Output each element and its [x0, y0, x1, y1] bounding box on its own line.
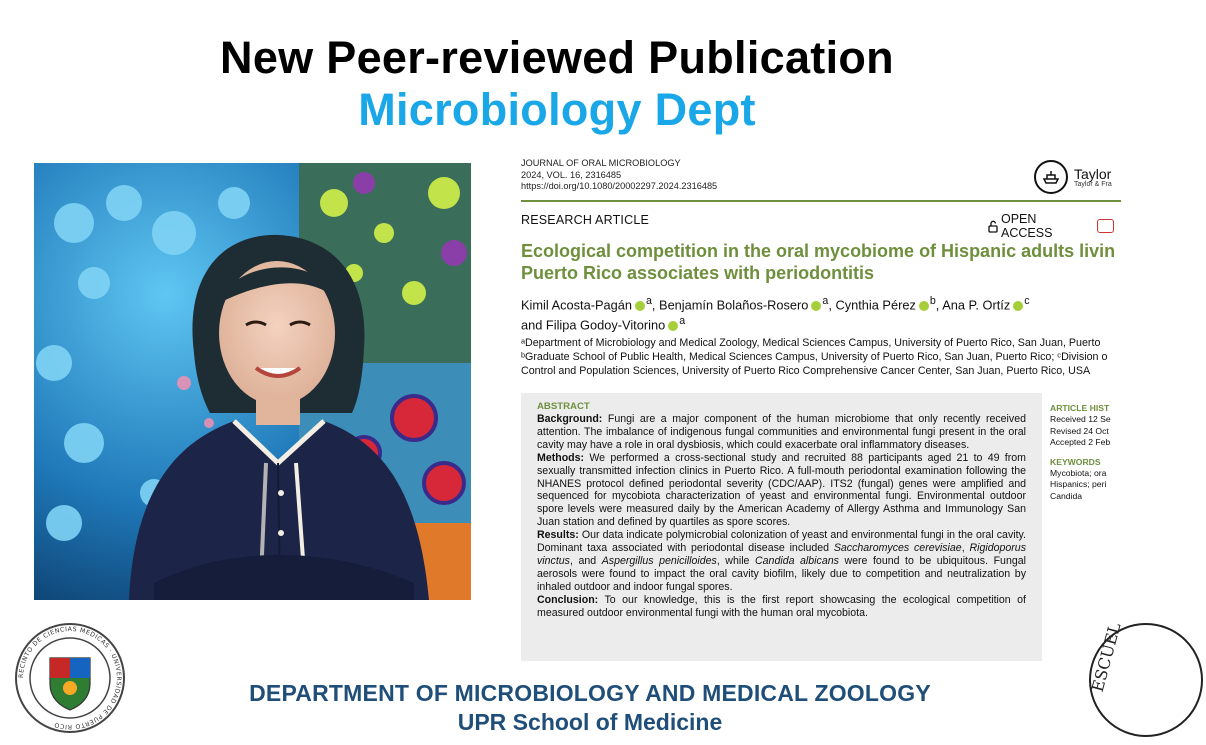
- author-name: Kimil Acosta-Pagán: [521, 297, 632, 313]
- background-text: Fungi are a major component of the human microbiome that only recently received attention. The imbalance of indigenous fungal communities and environmental fungi present in the oral cavity may have a role in oral dysbiosis, which could exacerbate oral inflammatory diseases.: [537, 413, 1026, 451]
- orcid-icon[interactable]: [811, 301, 821, 311]
- history-item: Revised 24 Oct: [1050, 425, 1109, 436]
- paper-preview: [512, 150, 1114, 665]
- article-title-line2: Puerto Rico associates with periodontitis: [521, 263, 875, 283]
- abstract-text: [537, 413, 1026, 620]
- article-sidebar: [1050, 403, 1130, 502]
- results-sep: , while: [716, 554, 756, 567]
- conclusion-label: Conclusion:: [537, 593, 599, 606]
- article-type: RESEARCH ARTICLE: [521, 213, 650, 227]
- results-text: Our data indicate polymicrobial colonization of yeast and environmental fungi in the oral cavity. Dominant taxa associated with periodontal disease included: [537, 529, 1026, 555]
- orcid-icon[interactable]: [919, 301, 929, 311]
- school-name: UPR School of Medicine: [457, 709, 723, 735]
- page-subtitle: Microbiology Dept: [358, 84, 756, 135]
- keyword-line: Hispanics; peri: [1050, 479, 1107, 490]
- results-label: Results:: [537, 529, 579, 542]
- doi-link[interactable]: https://doi.org/10.1080/20002297.2024.2316485: [521, 181, 718, 191]
- orcid-icon[interactable]: [635, 301, 645, 311]
- publisher-subname: Taylor & Fra: [1074, 180, 1112, 188]
- author-affil: c: [1024, 295, 1030, 307]
- journal-volume: 2024, VOL. 16, 2316485: [521, 169, 622, 180]
- history-item: Accepted 2 Feb: [1050, 437, 1111, 448]
- open-access-badge: [988, 212, 1114, 240]
- seal-text: ESCUEL: [1087, 620, 1125, 694]
- author-affil: a: [822, 295, 829, 307]
- keywords-heading: KEYWORDS: [1050, 456, 1101, 467]
- results-sep: , and: [569, 554, 602, 567]
- methods-text: We performed a cross-sectional study and recruited 88 participants aged 21 to 49 from sexually transmitted infection clinics in Puerto Rico. A full-mouth periodontal examination following the NHANES protocol defined periodontal severity (CDC/AAP). ITS2 (fungal) genes were amplified and sequenced for mycobiota characterization of yeast and environmental fungi. Environmental outdoor spore levels were measured daily by the American Academy of Allergy Asthma and Immunology San Juan station and defined by quartiles as spore scores.: [537, 451, 1026, 529]
- author-name: Filipa Godoy-Vitorino: [545, 317, 666, 333]
- author-affil: a: [679, 315, 686, 328]
- open-lock-icon: [988, 220, 998, 233]
- species-name: Aspergillus penicilloides: [601, 554, 717, 567]
- seal-text: RECINTO DE CIENCIAS MEDICAS · UNIVERSIDAD DE PUERTO RICO: [17, 625, 123, 731]
- author-name: Ana P. Ortíz: [942, 297, 1011, 313]
- author-list: Kimil Acosta-Pagán $^a$, Benjamín Bolaños-Rosero $^a$, Cynthia Pérez $^b$, Ana P. Ortíz $^c$ and Filipa Godoy-Vitorino $^a$: [521, 295, 1030, 333]
- affiliations: [521, 336, 1161, 378]
- article-title: [521, 240, 1161, 284]
- journal-name: JOURNAL OF ORAL MICROBIOLOGY: [521, 158, 681, 168]
- results-sep: ,: [961, 542, 970, 555]
- open-access-label: OPEN ACCESS: [1001, 212, 1053, 240]
- species-name: Saccharomyces cerevisiae: [833, 542, 962, 555]
- author-affil: a: [645, 295, 652, 307]
- department-name: DEPARTMENT OF MICROBIOLOGY AND MEDICAL ZOOLOGY: [249, 680, 931, 706]
- results-text: were found to be ubiquitous. Fungal aerosols were found to impact the oral cavity biofilm, likely due to competition and neutralization by inhaled outdoor and indoor fungal spores.: [537, 554, 1026, 593]
- author-name: Cynthia Pérez: [835, 297, 916, 313]
- article-title-line1: Ecological competition in the oral mycobiome of Hispanic adults livin: [521, 241, 1116, 261]
- page-title: New Peer-reviewed Publication: [220, 32, 894, 83]
- abstract-box: [521, 393, 1042, 661]
- history-heading: ARTICLE HIST: [1050, 403, 1110, 413]
- affiliation-line: ᵃDepartment of Microbiology and Medical Zoology, Medical Sciences Campus, University of Puerto Rico, San Juan, Puerto: [521, 337, 1101, 349]
- portrait-photo: [34, 163, 471, 600]
- publisher-logo: [1034, 160, 1112, 194]
- affiliation-line: Control and Population Sciences, University of Puerto Rico Comprehensive Cancer Center, San Juan, Puerto Rico, USA: [521, 365, 1091, 377]
- school-seal-icon: [1086, 620, 1206, 740]
- keyword-line: Mycobiota; ora: [1050, 468, 1107, 479]
- crossmark-icon: [1097, 219, 1114, 233]
- history-item: Received 12 Se: [1050, 414, 1111, 425]
- university-seal-icon: [14, 622, 126, 734]
- publisher-emblem-icon: [1034, 160, 1068, 194]
- keyword-line: Candida: [1050, 490, 1083, 501]
- background-label: Background:: [537, 413, 603, 425]
- journal-info: [521, 158, 717, 193]
- conclusion-text: To our knowledge, this is the first report showcasing the ecological competition of measured outdoor environmental fungi with the human oral mycobiota.: [537, 593, 1026, 619]
- header-rule: [521, 200, 1121, 202]
- author-name: Benjamín Bolaños-Rosero: [659, 297, 809, 313]
- author-affil: b: [929, 295, 936, 307]
- affiliation-line: ᵇGraduate School of Public Health, Medical Sciences Campus, University of Puerto Rico, San Juan, Puerto Rico; ᶜDivision o: [521, 351, 1108, 363]
- publisher-name: Taylor: [1074, 165, 1112, 182]
- species-name: Rigidoporus vinctus: [537, 542, 1026, 567]
- orcid-icon[interactable]: [668, 321, 678, 331]
- species-name: Candida albicans: [755, 554, 839, 567]
- methods-label: Methods:: [537, 451, 585, 464]
- orcid-icon[interactable]: [1013, 301, 1023, 311]
- abstract-heading: ABSTRACT: [537, 401, 590, 412]
